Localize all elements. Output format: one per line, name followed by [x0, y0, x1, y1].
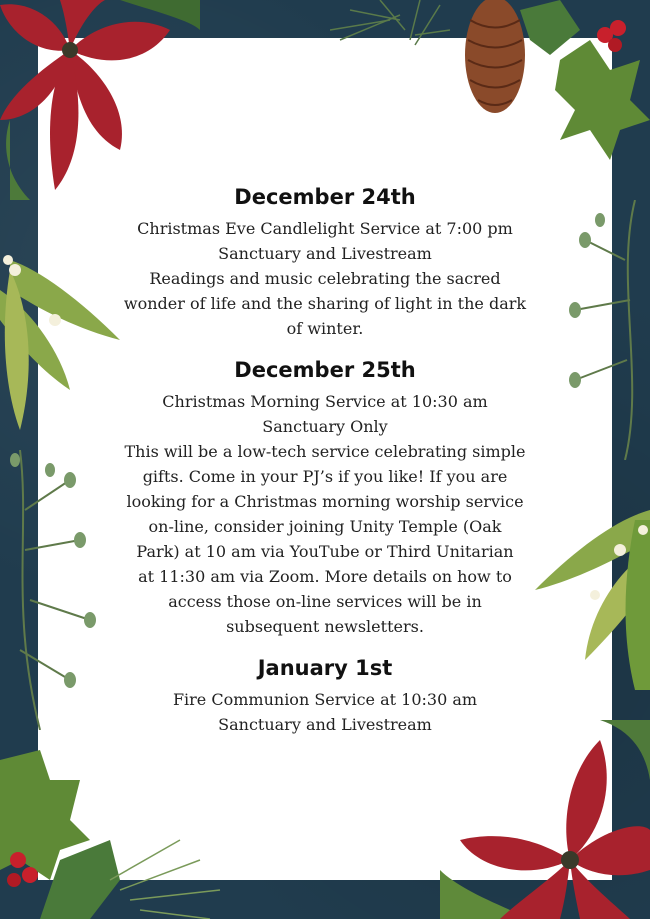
service-description-line: access those on-line services will be in: [168, 592, 482, 611]
pinecone-illustration: [330, 0, 540, 120]
holly-leaf: [555, 40, 650, 160]
service-title: Fire Communion Service at 10:30 am: [172, 690, 478, 709]
holly-bottom-left-illustration: [0, 740, 230, 919]
service-schedule: [110, 182, 540, 751]
service-description-line: gifts. Come in your PJ’s if you like! If you are: [142, 467, 508, 486]
poinsettia-center: [62, 42, 78, 58]
service-location: Sanctuary and Livestream: [218, 244, 432, 263]
service-description-line: looking for a Christmas morning worship service: [126, 492, 524, 511]
poinsettia-center: [561, 851, 579, 869]
service-description-line: on-line, consider joining Unity Temple (Oak: [148, 517, 502, 536]
pine-needles: [330, 0, 450, 45]
section-january-1: [110, 653, 540, 737]
service-description-line: subsequent newsletters.: [226, 617, 424, 636]
section-december-25: [110, 355, 540, 639]
service-description-line: This will be a low-tech service celebrating simple: [124, 442, 526, 461]
service-description-line: at 11:30 am via Zoom. More details on how to: [138, 567, 512, 586]
berry-sprig-right-illustration: [555, 200, 650, 460]
service-location: Sanctuary Only: [262, 417, 388, 436]
service-location: Sanctuary and Livestream: [218, 715, 432, 734]
berry-sprig-left-illustration: [0, 450, 110, 730]
service-description-line: of winter.: [286, 319, 364, 338]
poinsettia-top-left-illustration: [0, 0, 200, 200]
pinecone: [465, 0, 525, 113]
service-description-line: wonder of life and the sharing of light in the dark: [123, 294, 527, 313]
service-description-line: Readings and music celebrating the sacred: [149, 269, 501, 288]
service-description-line: Park) at 10 am via YouTube or Third Unitarian: [136, 542, 514, 561]
holly-top-right-illustration: [520, 0, 650, 170]
mistletoe-right-illustration: [525, 480, 650, 690]
section-heading: December 25th: [234, 358, 416, 382]
service-title: Christmas Eve Candlelight Service at 7:00 pm: [137, 219, 513, 238]
poinsettia-petals: [0, 0, 170, 190]
section-december-24: [110, 182, 540, 341]
section-heading: December 24th: [234, 185, 416, 209]
section-heading: January 1st: [257, 656, 393, 680]
service-title: Christmas Morning Service at 10:30 am: [162, 392, 488, 411]
